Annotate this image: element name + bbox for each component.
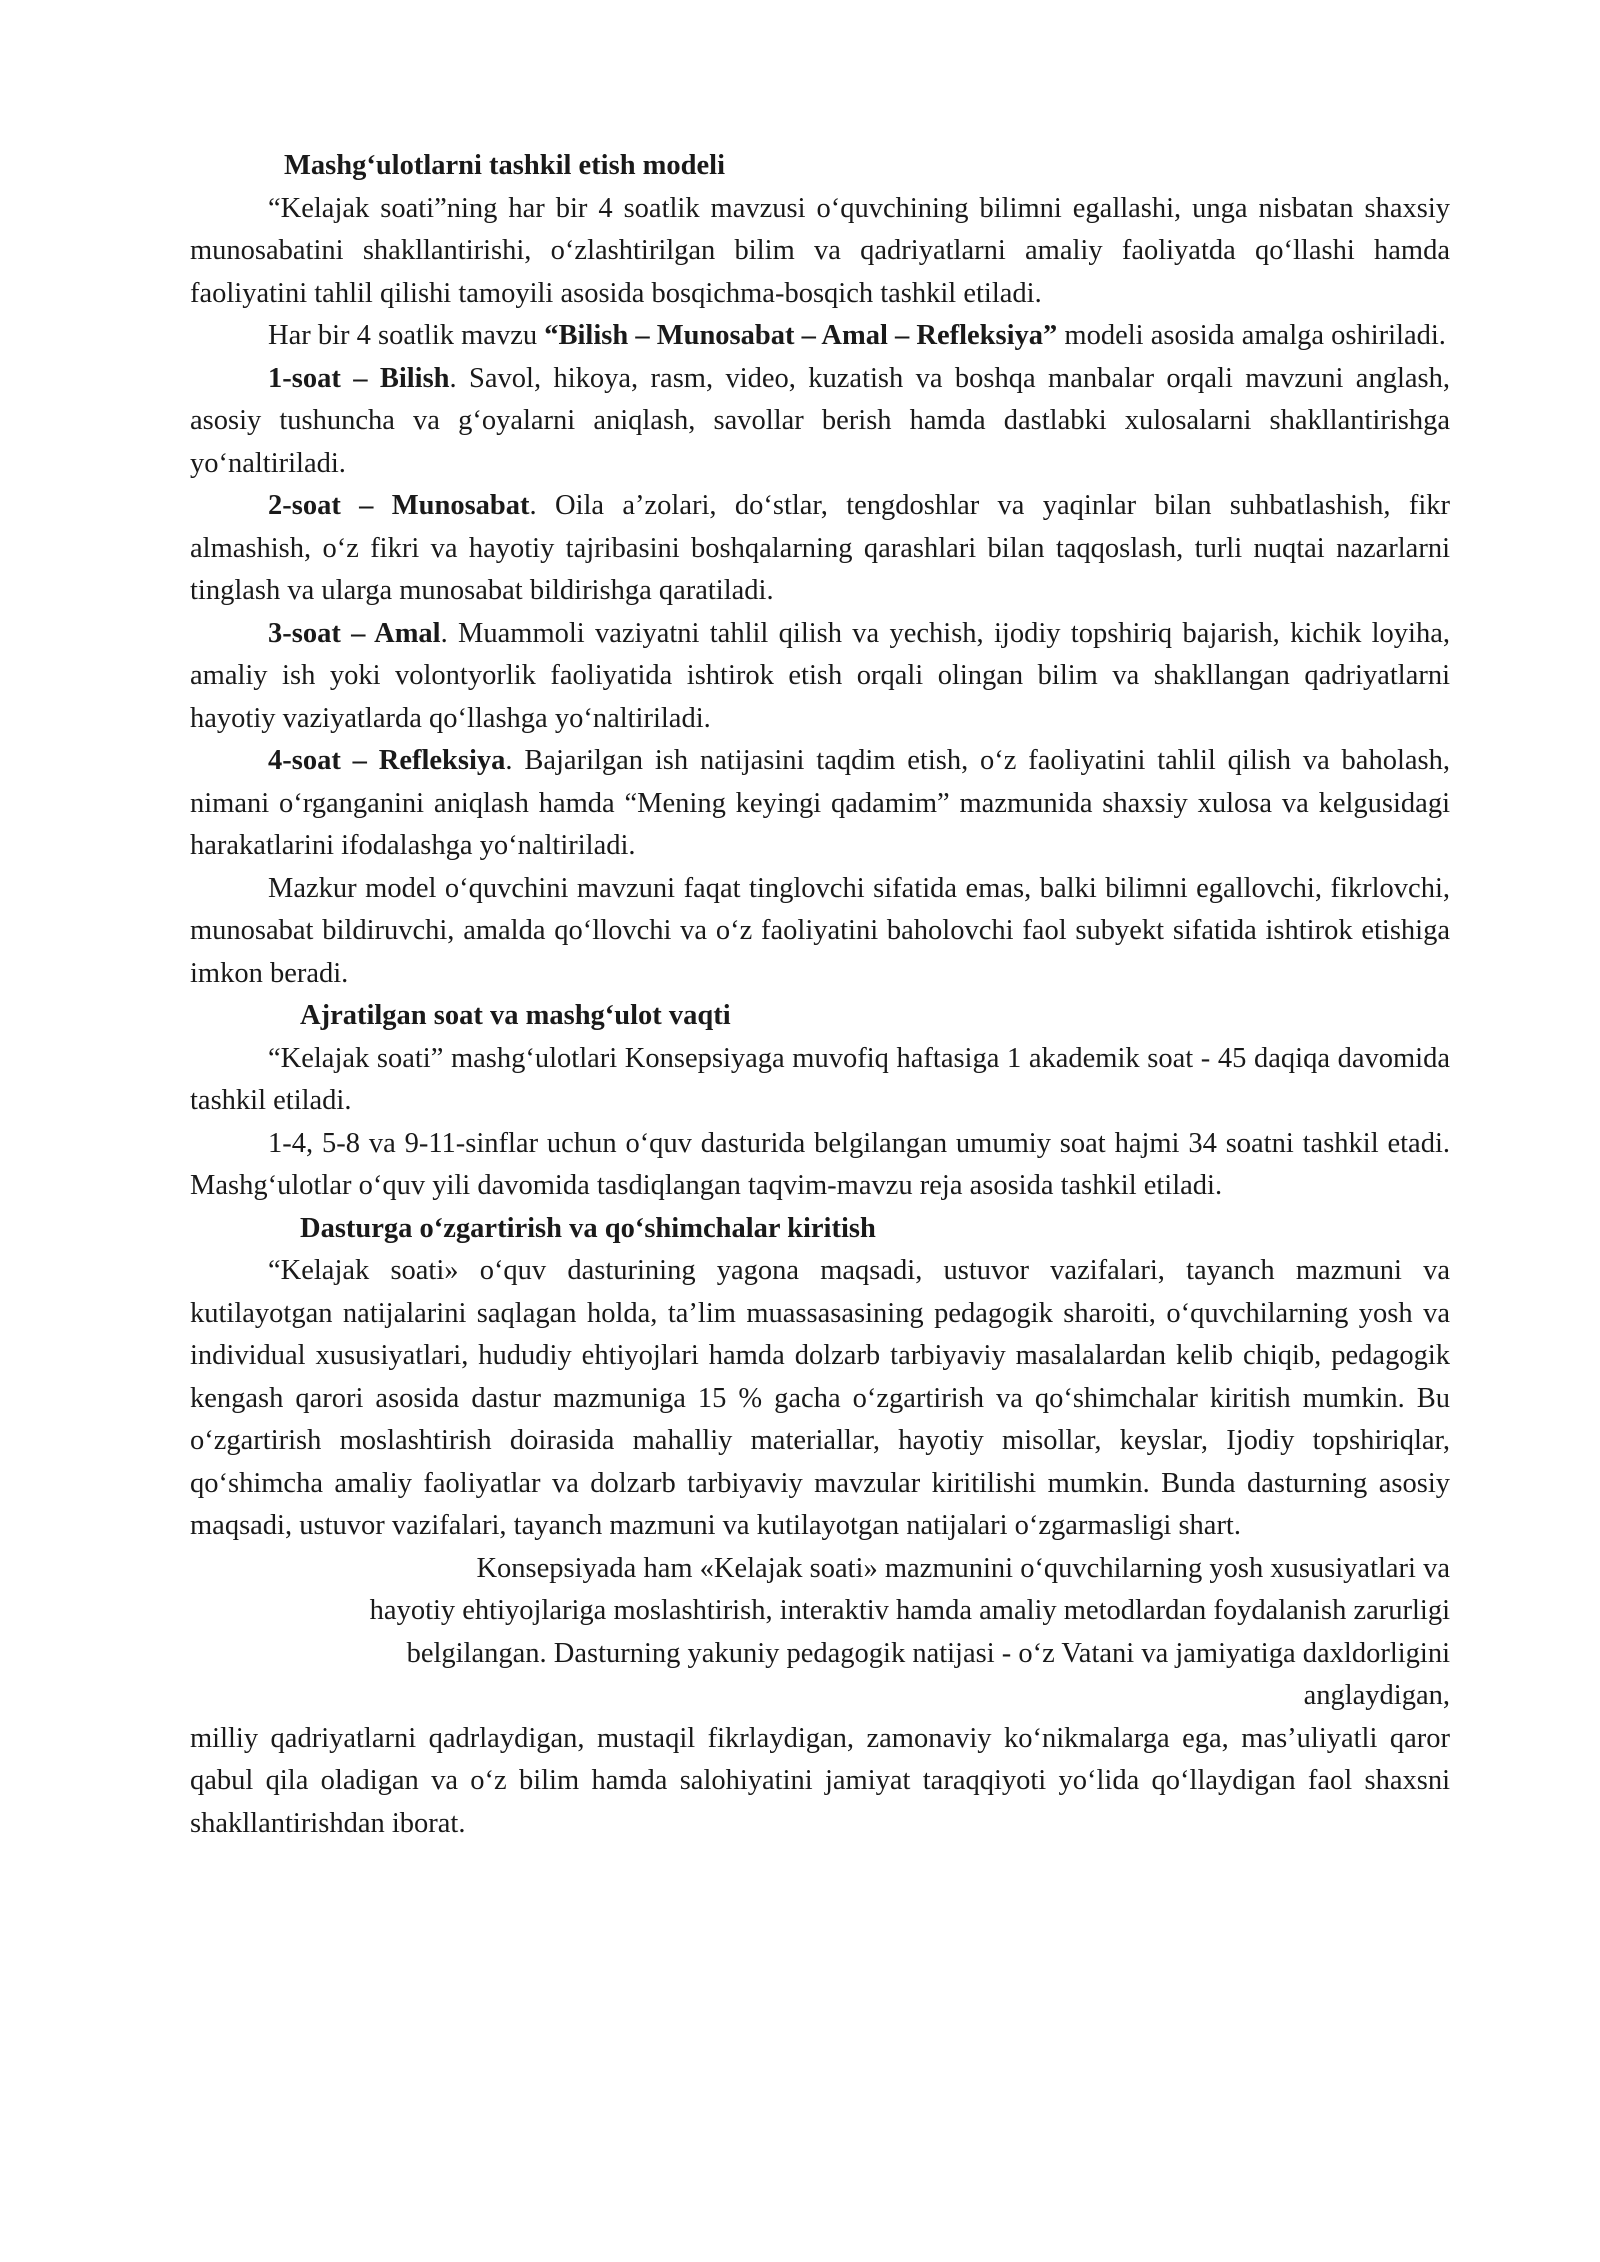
stage-label: 3-soat – Amal <box>268 617 441 649</box>
stage-label: 4-soat – Refleksiya <box>268 745 506 776</box>
right-aligned-line: Konsepsiyada ham «Kelajak soati» mazmunini o‘quvchilarning yosh xususiyatlari va <box>476 1552 1450 1584</box>
paragraph: “Kelajak soati”ning har bir 4 soatlik mavzusi o‘quvchining bilimni egallashi, unga nisbatan shaxsiy munosabatini shakllantirishi, o‘zlashtirilgan bilim va qadriyatlarni amaliy faoliyatda qo‘llashi hamda faoliyatini tahlil qilishi tamoyili asosida bosqichma-bosqich tashkil etiladi. <box>190 192 1450 309</box>
final-paragraph: milliy qadriyatlarni qadrlaydigan, mustaqil fikrlaydigan, zamonaviy ko‘nikmalarga ega, mas’uliyatli qaror qabul qila oladigan va o‘z bilim hamda salohiyatini jamiyat taraqqiyoti yo‘lida qo‘llaydigan faol shaxsni shakllantirishdan iborat. <box>190 1722 1450 1839</box>
model-text-before: Har bir 4 soatlik mavzu <box>268 320 545 351</box>
paragraph: 1-4, 5-8 va 9-11-sinflar uchun o‘quv dasturida belgilangan umumiy soat hajmi 34 soatni tashkil etadi. Mashg‘ulotlar o‘quv yili davomida tasdiqlangan taqvim-mavzu reja asosida tashkil etiladi. <box>190 1127 1450 1201</box>
model-paragraph <box>190 315 1450 358</box>
stage-label: 1-soat – Bilish <box>268 362 450 394</box>
stage-paragraph <box>190 740 1450 868</box>
right-aligned-line: belgilangan. Dasturning yakuniy pedagogik natijasi - o‘z Vatani va jamiyatiga daxldorligini <box>406 1637 1450 1669</box>
stage-text: . Savol, hikoya, rasm, video, kuzatish va boshqa manbalar orqali mavzuni anglash, asosiy tushuncha va g‘oyalarni aniqlash, savollar berish hamda dastlabki xulosalarni shakllantirishga yo‘naltiriladi. <box>190 362 1450 479</box>
stage-text: . Bajarilgan ish natijasini taqdim etish, o‘z faoliyatini tahlil qilish va baholash, nimani o‘rganganini aniqlash hamda “Mening keyingi qadamim” mazmunida shaxsiy xulosa va kelgusidagi harakatlarini ifodalashga yo‘naltiriladi. <box>190 745 1450 861</box>
stage-label: 2-soat – Munosabat <box>268 490 530 521</box>
section-heading: Ajratilgan soat va mashg‘ulot vaqti <box>300 1000 731 1031</box>
model-name: “Bilish – Munosabat – Amal – Refleksiya” <box>544 320 1058 351</box>
paragraph: Mazkur model o‘quvchini mavzuni faqat tinglovchi sifatida emas, balki bilimni egallovchi, fikrlovchi, munosabat bildiruvchi, amalda qo‘llovchi va o‘z faoliyatini baholovchi faol subyekt sifatida ishtirok etishiga imkon beradi. <box>190 872 1450 989</box>
model-text-after: modeli asosida amalga oshiriladi. <box>1057 320 1446 351</box>
stage-paragraph <box>190 613 1450 741</box>
paragraph: “Kelajak soati» o‘quv dasturining yagona maqsadi, ustuvor vazifalari, tayanch mazmuni va kutilayotgan natijalarini saqlagan holda, ta’lim muassasasining pedagogik sharoiti, o‘quvchilarning yosh va individual xususiyatlari, hududiy ehtiyojlari hamda dolzarb tarbiyaviy masalalardan kelib chiqib, pedagogik kengash qarori asosida dastur mazmuniga 15 % gacha o‘zgartirish va qo‘shimchalar kiritish mumkin. Bu o‘zgartirish moslashtirish doirasida mahalliy materiallar, hayotiy misollar, keyslar, Ijodiy topshiriqlar, qo‘shimcha amaliy faoliyatlar va dolzarb tarbiyaviy mavzular kiritilishi mumkin. Bunda dasturning asosiy maqsadi, ustuvor vazifalari, tayanch mazmuni va kutilayotgan natijalari o‘zgarmasligi shart. <box>190 1255 1450 1541</box>
right-aligned-line: hayotiy ehtiyojlariga moslashtirish, interaktiv hamda amaliy metodlardan foydalanish zarurligi <box>369 1595 1450 1626</box>
stage-paragraph <box>190 358 1450 486</box>
stage-paragraph <box>190 485 1450 613</box>
stage-text: . Muammoli vaziyatni tahlil qilish va yechish, ijodiy topshiriq bajarish, kichik loyiha, amaliy ish yoki volontyorlik faoliyatida ishtirok etish orqali olingan bilim va shakllangan qadriyatlarni hayotiy vaziyatlarda qo‘llashga yo‘naltiriladi. <box>190 617 1450 734</box>
paragraph: “Kelajak soati” mashg‘ulotlari Konsepsiyaga muvofiq haftasiga 1 akademik soat - 45 daqiqa davomida tashkil etiladi. <box>190 1042 1450 1116</box>
right-aligned-line: anglaydigan, <box>1303 1680 1450 1711</box>
section-heading: Dasturga o‘zgartirish va qo‘shimchalar kiritish <box>300 1212 876 1244</box>
stage-text: . Oila a’zolari, do‘stlar, tengdoshlar va yaqinlar bilan suhbatlashish, fikr almashish, o‘z fikri va hayotiy tajribasini boshqalarning qarashlari bilan taqqoslash, turli nuqtai nazarlarni tinglash va ularga munosabat bildirishga qaratiladi. <box>190 490 1450 606</box>
document-body <box>190 145 1450 1845</box>
section-heading: Mashg‘ulotlarni tashkil etish modeli <box>284 150 725 181</box>
